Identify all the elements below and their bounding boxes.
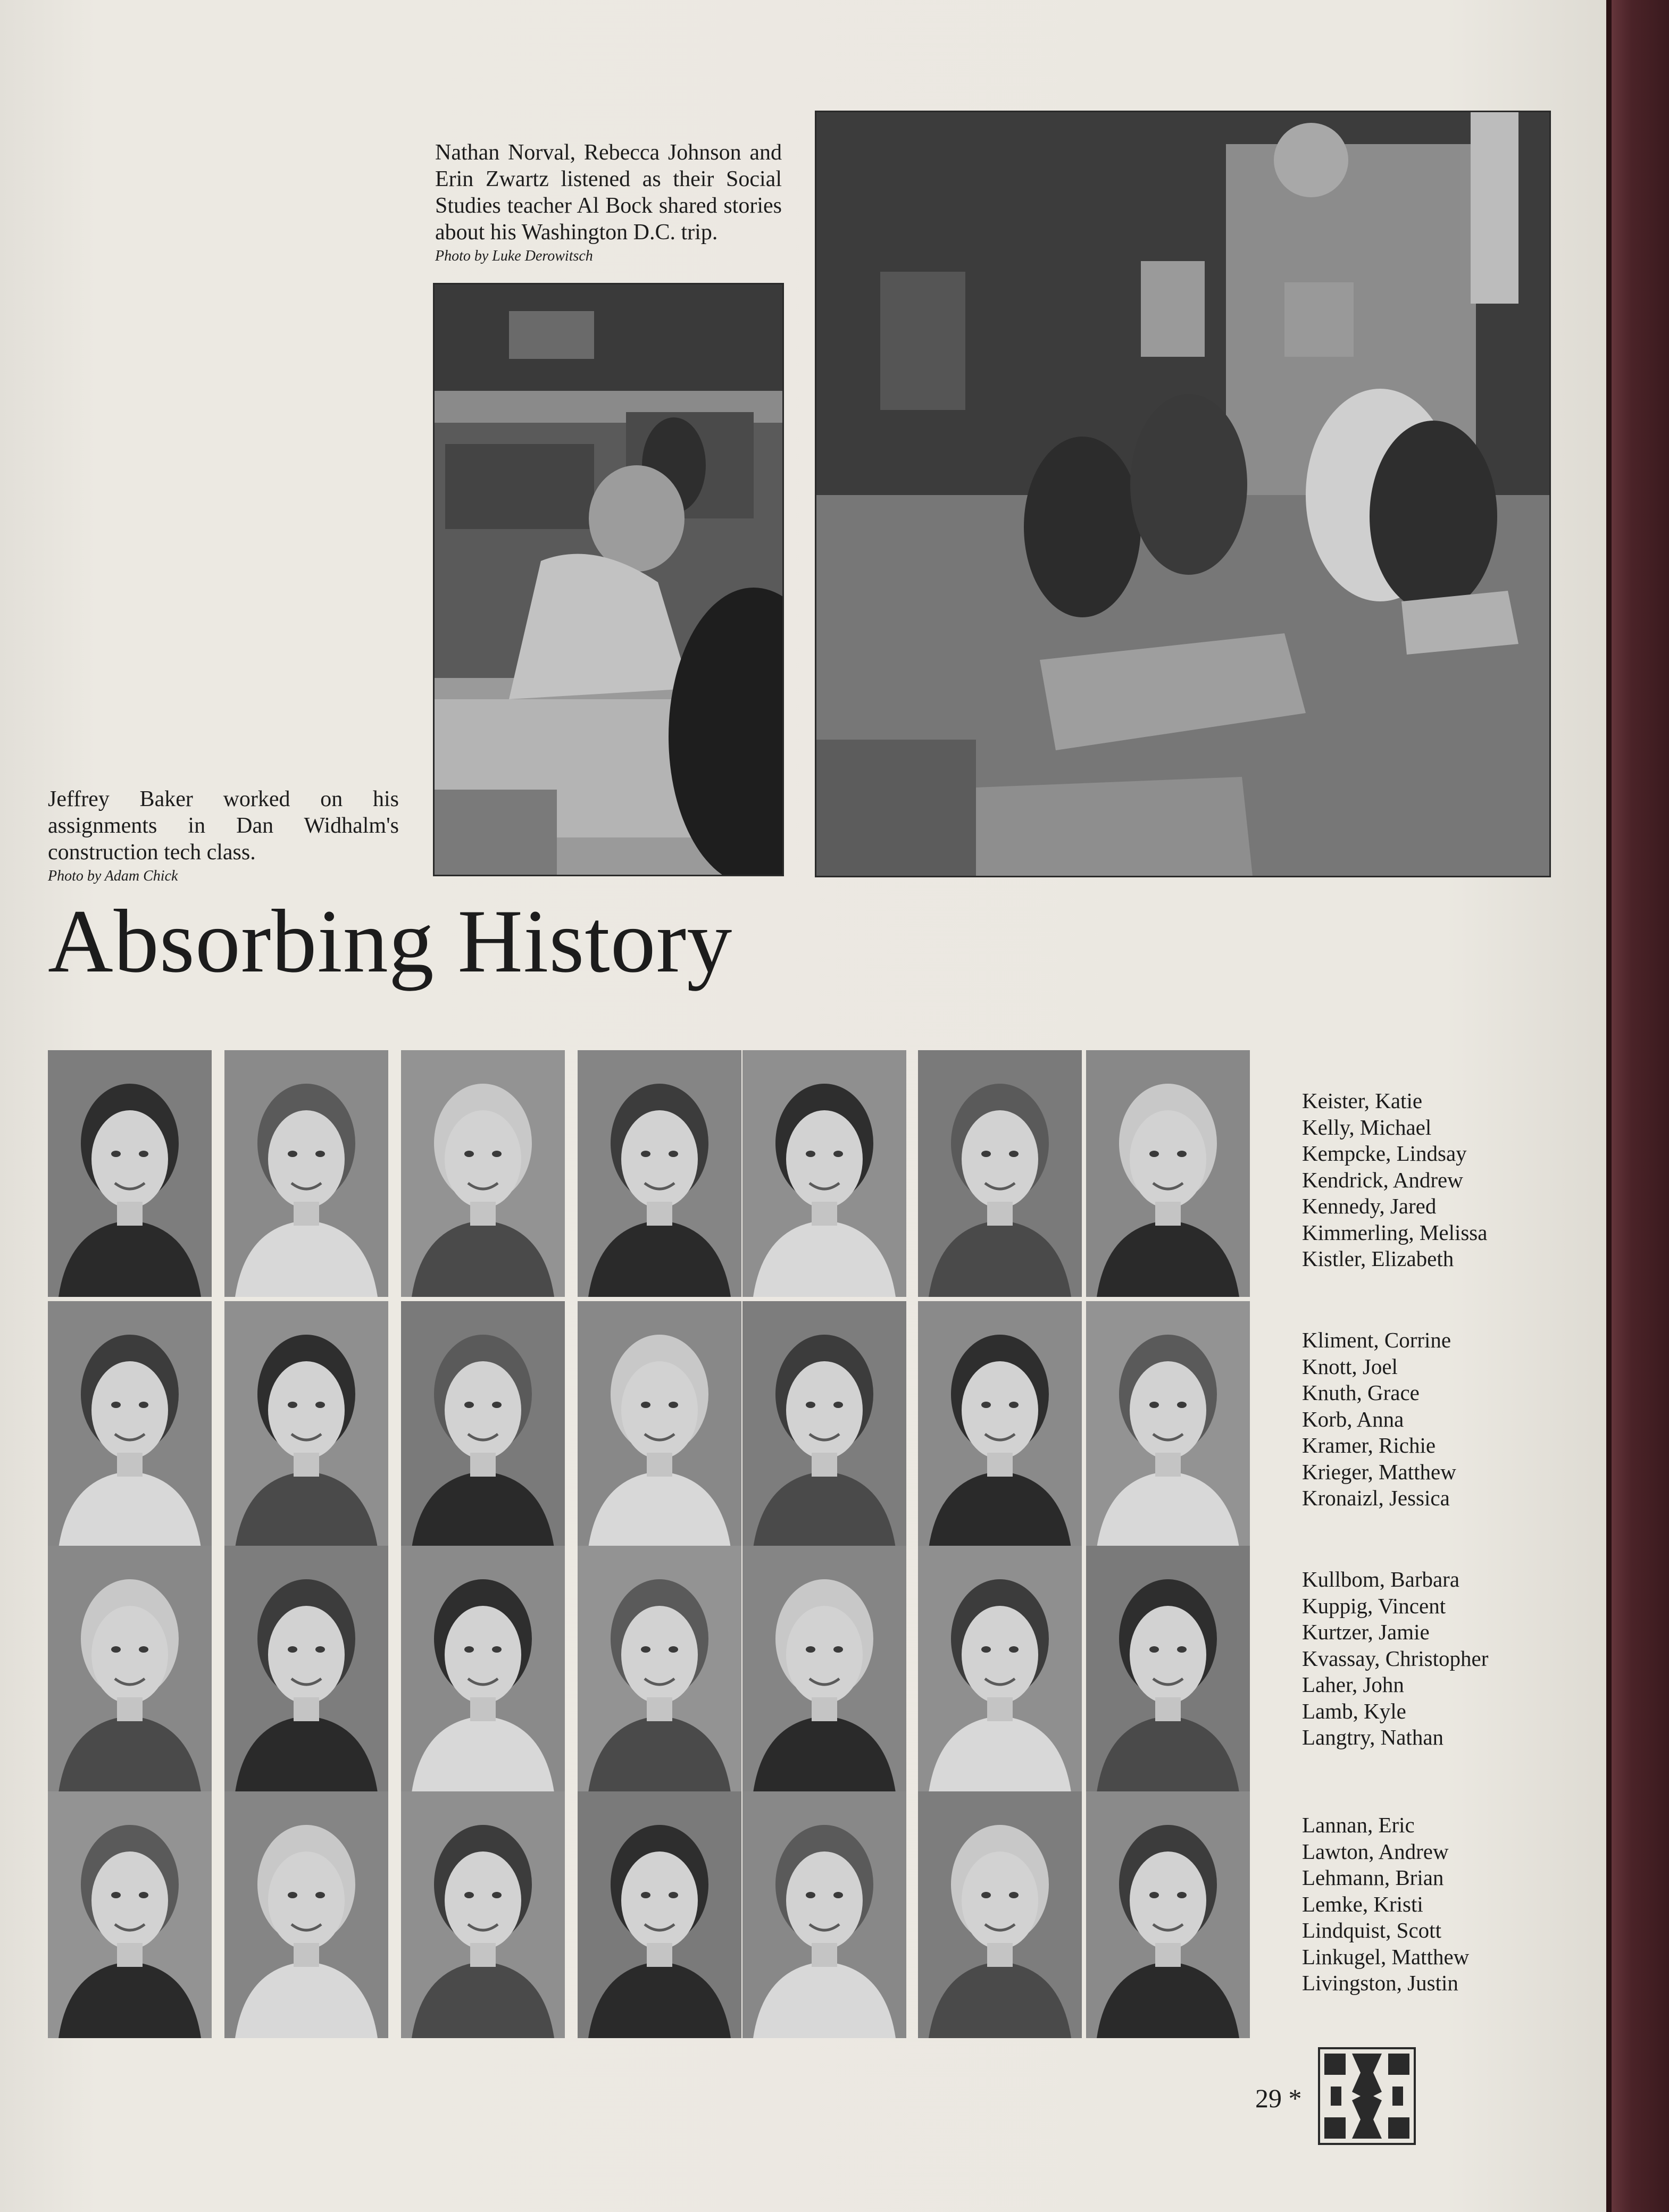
student-name: Kvassay, Christopher — [1302, 1646, 1489, 1671]
student-name: Kelly, Michael — [1302, 1115, 1432, 1139]
student-portrait — [1086, 1546, 1250, 1792]
student-portrait — [401, 1050, 565, 1297]
caption-text: Jeffrey Baker worked on his assignments in Dan Widhalm's construction tech class. — [48, 787, 399, 865]
student-portrait — [578, 1301, 741, 1548]
student-name: Kimmerling, Melissa — [1302, 1220, 1488, 1245]
student-name: Krieger, Matthew — [1302, 1459, 1456, 1484]
student-portrait — [48, 1050, 212, 1297]
student-name: Lamb, Kyle — [1302, 1698, 1406, 1723]
student-name: Kurtzer, Jamie — [1302, 1620, 1430, 1644]
construction-class-photo — [433, 283, 784, 876]
student-portrait — [918, 1050, 1082, 1297]
student-name: Keister, Katie — [1302, 1088, 1423, 1113]
student-name: Livingston, Justin — [1302, 1971, 1458, 1995]
student-portrait — [48, 1546, 212, 1792]
student-portrait — [224, 1546, 388, 1792]
student-name: Kuppig, Vincent — [1302, 1593, 1446, 1618]
student-name: Kempcke, Lindsay — [1302, 1141, 1467, 1166]
student-name: Kliment, Corrine — [1302, 1328, 1451, 1352]
student-portrait — [578, 1791, 741, 2038]
student-portrait — [224, 1791, 388, 2038]
student-name: Kullbom, Barbara — [1302, 1567, 1460, 1591]
student-portrait — [742, 1050, 906, 1297]
student-name: Lannan, Eric — [1302, 1813, 1415, 1837]
student-portrait — [224, 1050, 388, 1297]
student-portrait — [401, 1791, 565, 2038]
student-name: Kennedy, Jared — [1302, 1194, 1437, 1218]
student-name: Knott, Joel — [1302, 1354, 1398, 1379]
student-portrait — [48, 1791, 212, 2038]
student-portrait — [48, 1301, 212, 1548]
construction-photo-caption — [48, 786, 399, 887]
photo-credit: Photo by Adam Chick — [48, 868, 178, 884]
page-title: Absorbing History — [48, 891, 733, 991]
page-number: 29 * — [1255, 2083, 1302, 2113]
classroom-photo-caption — [435, 139, 782, 267]
student-portrait — [401, 1301, 565, 1548]
name-list — [1302, 1088, 1579, 1272]
student-name: Knuth, Grace — [1302, 1380, 1420, 1405]
student-name: Kronaizl, Jessica — [1302, 1486, 1450, 1510]
student-name: Lindquist, Scott — [1302, 1918, 1441, 1942]
student-portrait — [1086, 1301, 1250, 1548]
student-name: Lawton, Andrew — [1302, 1839, 1449, 1864]
student-portrait — [224, 1301, 388, 1548]
photo-credit: Photo by Luke Derowitsch — [435, 248, 593, 264]
student-portrait — [1086, 1791, 1250, 2038]
student-name: Langtry, Nathan — [1302, 1725, 1444, 1749]
name-list — [1302, 1566, 1579, 1751]
caption-text: Nathan Norval, Rebecca Johnson and Erin Zwartz listened as their Social Studies teacher Al Bock shared stories about his Washington D.C. trip. — [435, 140, 782, 245]
student-name: Kendrick, Andrew — [1302, 1167, 1463, 1192]
student-portrait — [742, 1791, 906, 2038]
student-portrait — [742, 1546, 906, 1792]
name-list — [1302, 1812, 1579, 1997]
student-name: Linkugel, Matthew — [1302, 1944, 1470, 1969]
student-name: Kistler, Elizabeth — [1302, 1246, 1454, 1271]
student-portrait — [401, 1546, 565, 1792]
student-name: Lehmann, Brian — [1302, 1865, 1444, 1890]
yearbook-logo-icon — [1318, 2047, 1416, 2145]
student-portrait — [918, 1301, 1082, 1548]
student-name: Laher, John — [1302, 1672, 1404, 1697]
social-studies-photo — [815, 111, 1551, 877]
student-name: Kramer, Richie — [1302, 1433, 1436, 1457]
student-portrait — [918, 1546, 1082, 1792]
student-portrait — [1086, 1050, 1250, 1297]
name-list — [1302, 1327, 1579, 1512]
student-portrait — [578, 1546, 741, 1792]
student-portrait — [578, 1050, 741, 1297]
student-name: Korb, Anna — [1302, 1406, 1404, 1431]
book-binding — [1606, 0, 1669, 2212]
student-portrait — [918, 1791, 1082, 2038]
student-name: Lemke, Kristi — [1302, 1891, 1423, 1916]
student-portrait — [742, 1301, 906, 1548]
